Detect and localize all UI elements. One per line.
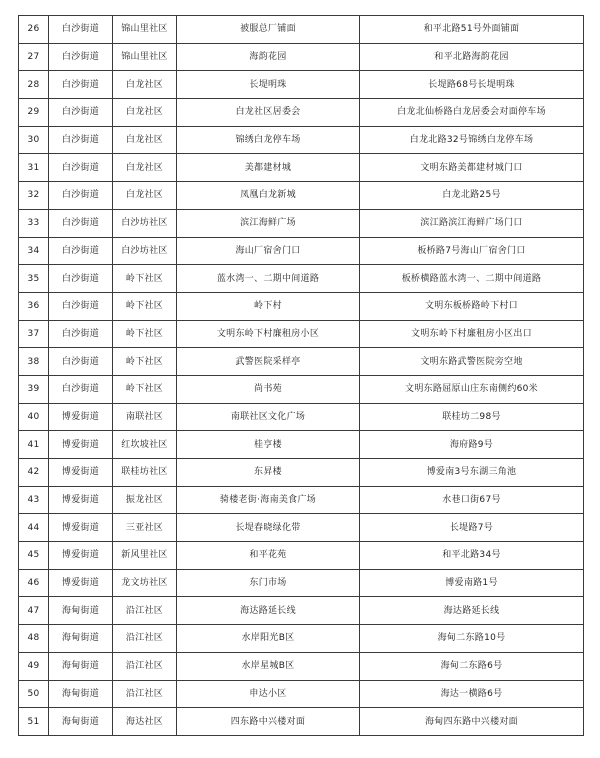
table-row: [19, 486, 584, 514]
community-cell: 岭下社区: [113, 375, 177, 403]
street-cell: 白沙街道: [49, 320, 113, 348]
community-cell: 岭下社区: [113, 320, 177, 348]
site-name-cell: 文明东岭下村廉租房小区: [177, 320, 360, 348]
site-name-cell: 东门市场: [177, 569, 360, 597]
community-cell: 沿江社区: [113, 625, 177, 653]
address-cell: 文明东路屈原山庄东南侧约60米: [360, 375, 584, 403]
site-name-cell: 和平花苑: [177, 542, 360, 570]
address-cell: 海甸二东路6号: [360, 652, 584, 680]
community-cell: 新风里社区: [113, 542, 177, 570]
street-cell: 海甸街道: [49, 597, 113, 625]
community-cell: 三亚社区: [113, 514, 177, 542]
address-cell: 和平北路51号外面铺面: [360, 16, 584, 44]
street-cell: 博爱街道: [49, 514, 113, 542]
table-row: [19, 16, 584, 44]
site-name-cell: 尚书苑: [177, 375, 360, 403]
community-cell: 沿江社区: [113, 680, 177, 708]
address-cell: 文明东板桥路岭下村口: [360, 292, 584, 320]
row-number-cell: 48: [19, 625, 49, 653]
community-cell: 白龙社区: [113, 182, 177, 210]
site-name-cell: 四东路中兴楼对面: [177, 708, 360, 736]
row-number-cell: 44: [19, 514, 49, 542]
address-cell: 长堤路68号长堤明珠: [360, 71, 584, 99]
community-cell: 红坎坡社区: [113, 431, 177, 459]
address-cell: 海达路延长线: [360, 597, 584, 625]
address-cell: 板桥路7号海山厂宿舍门口: [360, 237, 584, 265]
table-row: [19, 708, 584, 736]
address-cell: 滨江路滨江海鲜广场门口: [360, 209, 584, 237]
row-number-cell: 42: [19, 459, 49, 487]
table-row: [19, 597, 584, 625]
street-cell: 博爱街道: [49, 486, 113, 514]
row-number-cell: 43: [19, 486, 49, 514]
community-cell: 白沙坊社区: [113, 209, 177, 237]
street-cell: 博爱街道: [49, 403, 113, 431]
site-name-cell: 被服总厂铺面: [177, 16, 360, 44]
site-name-cell: 滨江海鲜广场: [177, 209, 360, 237]
address-cell: 白龙北路25号: [360, 182, 584, 210]
table-row: [19, 569, 584, 597]
row-number-cell: 41: [19, 431, 49, 459]
address-cell: 板桥横路蓝水湾一、二期中间道路: [360, 265, 584, 293]
row-number-cell: 34: [19, 237, 49, 265]
community-cell: 龙文坊社区: [113, 569, 177, 597]
site-name-cell: 白龙社区居委会: [177, 99, 360, 127]
row-number-cell: 50: [19, 680, 49, 708]
community-cell: 沿江社区: [113, 597, 177, 625]
row-number-cell: 32: [19, 182, 49, 210]
address-cell: 长堤路7号: [360, 514, 584, 542]
site-name-cell: 南联社区文化广场: [177, 403, 360, 431]
table-row: [19, 375, 584, 403]
row-number-cell: 47: [19, 597, 49, 625]
address-cell: 和平北路34号: [360, 542, 584, 570]
row-number-cell: 29: [19, 99, 49, 127]
site-name-cell: 水岸星城B区: [177, 652, 360, 680]
table-row: [19, 459, 584, 487]
community-cell: 沿江社区: [113, 652, 177, 680]
street-cell: 博爱街道: [49, 569, 113, 597]
address-cell: 博爱南3号东湖三角池: [360, 459, 584, 487]
table-row: [19, 652, 584, 680]
site-name-cell: 海达路延长线: [177, 597, 360, 625]
street-cell: 博爱街道: [49, 431, 113, 459]
address-cell: 文明东路美都建材城门口: [360, 154, 584, 182]
table-row: [19, 292, 584, 320]
community-cell: 锦山里社区: [113, 16, 177, 44]
street-cell: 白沙街道: [49, 209, 113, 237]
community-cell: 振龙社区: [113, 486, 177, 514]
street-cell: 博爱街道: [49, 542, 113, 570]
site-name-cell: 武警医院采样亭: [177, 348, 360, 376]
community-cell: 白龙社区: [113, 71, 177, 99]
table-body: [19, 16, 584, 736]
site-name-cell: 骑楼老街·海南美食广场: [177, 486, 360, 514]
row-number-cell: 26: [19, 16, 49, 44]
row-number-cell: 31: [19, 154, 49, 182]
table-row: [19, 542, 584, 570]
street-cell: 白沙街道: [49, 237, 113, 265]
table-row: [19, 320, 584, 348]
community-cell: 海达社区: [113, 708, 177, 736]
site-name-cell: 美都建材城: [177, 154, 360, 182]
table-row: [19, 126, 584, 154]
street-cell: 白沙街道: [49, 16, 113, 44]
row-number-cell: 39: [19, 375, 49, 403]
street-cell: 博爱街道: [49, 459, 113, 487]
row-number-cell: 49: [19, 652, 49, 680]
site-name-cell: 蓝水湾一、二期中间道路: [177, 265, 360, 293]
address-cell: 水巷口街67号: [360, 486, 584, 514]
table-row: [19, 403, 584, 431]
address-cell: 海甸二东路10号: [360, 625, 584, 653]
table-row: [19, 154, 584, 182]
table-row: [19, 43, 584, 71]
street-cell: 海甸街道: [49, 680, 113, 708]
street-cell: 白沙街道: [49, 375, 113, 403]
address-cell: 文明东路武警医院旁空地: [360, 348, 584, 376]
community-cell: 白龙社区: [113, 99, 177, 127]
community-cell: 岭下社区: [113, 348, 177, 376]
row-number-cell: 38: [19, 348, 49, 376]
street-cell: 白沙街道: [49, 348, 113, 376]
site-name-cell: 海山厂宿舍门口: [177, 237, 360, 265]
row-number-cell: 45: [19, 542, 49, 570]
address-cell: 白龙北仙桥路白龙居委会对面停车场: [360, 99, 584, 127]
table-row: [19, 182, 584, 210]
table-row: [19, 71, 584, 99]
community-cell: 联桂坊社区: [113, 459, 177, 487]
row-number-cell: 28: [19, 71, 49, 99]
row-number-cell: 40: [19, 403, 49, 431]
table-row: [19, 348, 584, 376]
site-name-cell: 申达小区: [177, 680, 360, 708]
sampling-sites-table: [18, 15, 584, 736]
row-number-cell: 46: [19, 569, 49, 597]
table-row: [19, 680, 584, 708]
site-name-cell: 锦绣白龙停车场: [177, 126, 360, 154]
row-number-cell: 35: [19, 265, 49, 293]
community-cell: 南联社区: [113, 403, 177, 431]
table-row: [19, 99, 584, 127]
street-cell: 白沙街道: [49, 43, 113, 71]
street-cell: 白沙街道: [49, 182, 113, 210]
street-cell: 白沙街道: [49, 154, 113, 182]
site-name-cell: 海韵花园: [177, 43, 360, 71]
address-cell: 博爱南路1号: [360, 569, 584, 597]
street-cell: 白沙街道: [49, 126, 113, 154]
site-name-cell: 水岸阳光B区: [177, 625, 360, 653]
row-number-cell: 30: [19, 126, 49, 154]
site-name-cell: 东昇楼: [177, 459, 360, 487]
table-row: [19, 625, 584, 653]
street-cell: 白沙街道: [49, 99, 113, 127]
address-cell: 海甸四东路中兴楼对面: [360, 708, 584, 736]
site-name-cell: 桂亨楼: [177, 431, 360, 459]
address-cell: 白龙北路32号锦绣白龙停车场: [360, 126, 584, 154]
community-cell: 岭下社区: [113, 265, 177, 293]
street-cell: 海甸街道: [49, 652, 113, 680]
site-name-cell: 长堤明珠: [177, 71, 360, 99]
table-row: [19, 514, 584, 542]
community-cell: 白龙社区: [113, 126, 177, 154]
address-cell: 和平北路海韵花园: [360, 43, 584, 71]
row-number-cell: 27: [19, 43, 49, 71]
street-cell: 白沙街道: [49, 265, 113, 293]
community-cell: 白沙坊社区: [113, 237, 177, 265]
street-cell: 白沙街道: [49, 71, 113, 99]
site-name-cell: 长堤春晓绿化带: [177, 514, 360, 542]
address-cell: 文明东岭下村廉租房小区出口: [360, 320, 584, 348]
street-cell: 海甸街道: [49, 708, 113, 736]
street-cell: 白沙街道: [49, 292, 113, 320]
address-cell: 海达一横路6号: [360, 680, 584, 708]
address-cell: 联桂坊二98号: [360, 403, 584, 431]
table-row: [19, 265, 584, 293]
table-row: [19, 431, 584, 459]
table-row: [19, 209, 584, 237]
row-number-cell: 51: [19, 708, 49, 736]
site-name-cell: 岭下村: [177, 292, 360, 320]
street-cell: 海甸街道: [49, 625, 113, 653]
community-cell: 锦山里社区: [113, 43, 177, 71]
address-cell: 海府路9号: [360, 431, 584, 459]
table-row: [19, 237, 584, 265]
community-cell: 岭下社区: [113, 292, 177, 320]
row-number-cell: 36: [19, 292, 49, 320]
row-number-cell: 37: [19, 320, 49, 348]
community-cell: 白龙社区: [113, 154, 177, 182]
site-name-cell: 凤凰白龙新城: [177, 182, 360, 210]
row-number-cell: 33: [19, 209, 49, 237]
